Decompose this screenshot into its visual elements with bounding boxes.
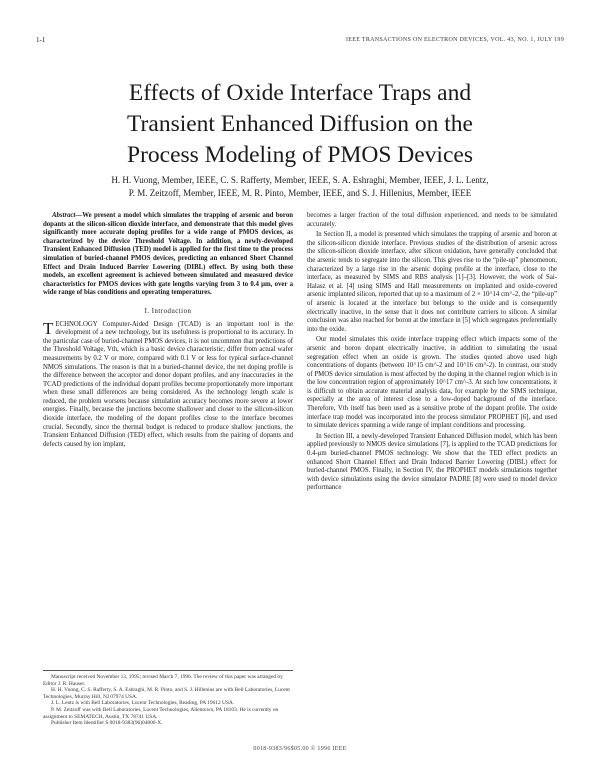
- title-line-3: Process Modeling of PMOS Devices: [127, 142, 473, 168]
- footnote-received: Manuscript received November 13, 1995; revised March 7, 1996. The review of this paper was arranged by Editor J. R. Hauser.: [43, 674, 283, 687]
- right-paragraph-1: In Section II, a model is presented which simulates the trapping of arsenic and boron at the silicon-silicon dioxide interface. Previous studies of the distribution of arsenic across the silicon-silicon dioxide interface, after silicon oxidation, have generally concluded that the arsenic tends to segregate into the silicon. This gives rise to the “pile-up” phenomenon, characterized by a large rise in the arsenic doping profile at the interface, close to the interface, as measured by SIMS and RBS analysis [1]–[3]. However, the work of Sai-Halasz et al. [4] using SIMS and Hall measurements on implanted and oxide-covered arsenic implanted silicon, reported that up to a maximum of 2 × 10^14 cm^-2, the “pile-up” of arsenic is located at the interface but belongs to the oxide and is consequently electrically inactive, in the sense that it does not contribute carriers to silicon. A similar conclusion was also reached for boron at the interface in [5] which segregates preferentially into the oxide.: [307, 231, 557, 333]
- title-line-1: Effects of Oxide Interface Traps and: [128, 80, 472, 106]
- running-head: IEEE TRANSACTIONS ON ELECTRON DEVICES, VOL. 43, NO. 1, JULY 199: [345, 37, 564, 43]
- footnote-affiliation-1: H. H. Vuong, C. S. Rafferty, S. A. Eshraghi, M. R. Pinto, and S. J. Hillenius are with Bell Laboratories, Lucent Technologies, Murray Hill, NJ 07974 USA.: [43, 687, 290, 700]
- left-column: [43, 212, 293, 451]
- right-column: [307, 212, 557, 495]
- drop-cap: T: [43, 318, 54, 338]
- title-line-2: Transient Enhanced Diffusion on the: [127, 111, 473, 137]
- paper-title: [60, 78, 540, 171]
- page-number: 1-1: [36, 36, 46, 44]
- footnotes: [43, 670, 293, 727]
- section-heading-introduction: I. Introduction: [144, 307, 192, 315]
- right-paragraph-0: becomes a larger fraction of the total diffusion experienced, and needs to be simulated accurately.: [307, 212, 557, 228]
- abstract-label: Abstract—: [52, 212, 83, 219]
- abstract: [43, 212, 293, 298]
- footnote-publisher-id: Publisher Item Identifier S 0018-9383(96)04800-X.: [51, 720, 163, 727]
- authors-line-1: H. H. Vuong, Member, IEEE, C. S. Rafferty, Member, IEEE, S. A. Eshraghi, Member, IEEE, J. L. Lentz,: [111, 175, 489, 185]
- footnote-affiliation-3: P. M. Zeitzoff was with Bell Laboratories, Lucent Technologies, Allentown, PA 18103. He is currently on assignment to SEMATECH, Austin, TX 78741 USA.: [43, 706, 279, 720]
- authors-line-2: P. M. Zeitzoff, Member, IEEE, M. R. Pinto, Member, IEEE, and S. J. Hillenius, Member, IEEE: [128, 188, 472, 198]
- intro-text: ECHNOLOGY Computer-Aided Design (TCAD) is an important tool in the development of a new technology, but its usefulness is proportional to its accuracy. In the particular case of buried-channel PMOS devices, it is not uncommon that predictions of the Threshold Voltage, Vth, which is a basic device characteristic, differ from actual wafer measurements by 0.2 V or more, compared with 0.1 V or less for typical surface-channel NMOS simulations. The reason is that in a buried-channel device, the net doping profile is the difference between the acceptor and donor dopant profiles, and any inaccuracies in the TCAD predictions of the individual dopant profiles become proportionately more important when these small differences are being considered. As the technology length scale is reduced, the problem worsens because simulation accuracy becomes more severe at lower energies. Finally, because the junctions become shallower and closer to the silicon-silicon dioxide interface, the modeling of the dopant profiles close to the interface becomes crucial. Secondly, since the thermal budget is reduced to produce shallow junctions, the Transient Enhanced Diffusion (TED) effect, which results from the pairing of dopants and defects caused by ion implant,: [43, 320, 293, 448]
- intro-paragraph-1: [43, 318, 293, 450]
- footnote-affiliation-2: J. L. Lentz is with Bell Laboratories, Lucent Technologies, Reading, PA 19612 USA.: [51, 700, 235, 707]
- copyright-code: 0018-9383/96$05.00 © 1996 IEEE: [253, 746, 347, 752]
- right-paragraph-3: In Section III, a newly-developed Transient Enhanced Diffusion model, which has been applied previously to NMOS device simulations [7], is applied to the TCAD predictions for 0.4-μm buried-channel PMOS technology. We show that the TED effect predicts an enhanced Short Channel Effect and Drain Induced Barrier Lowering (DIBL) effect for buried-channel PMOS. Finally, in Section IV, the PROPHET models simulations together with device simulations using the device simulator PADRE [8] were used to model device performance: [307, 432, 557, 492]
- author-list: [70, 174, 530, 200]
- abstract-text: We present a model which simulates the trapping of arsenic and boron dopants at the silicon-silicon dioxide interface, and demonstrate that this model gives significantly more accurate doping profiles for a wide range of PMOS devices, as characterized by the device Threshold Voltage. In addition, a newly-developed Transient Enhanced Diffusion (TED) model is applied for the first time to the process simulation of buried-channel PMOS devices, predicting an enhanced Short Channel Effect and Drain Induced Barrier Lowering (DIBL) effect. By using both these models, an excellent agreement is achieved between simulated and measured device characteristics for PMOS devices with gate lengths varying from 3 to 0.4 μm, over a wide range of bias conditions and operating temperatures.: [43, 212, 293, 297]
- right-paragraph-2: Our model simulates this oxide interface trapping effect which impacts some of the arsenic and boron dopant electrically inactive, in addition to simulating the usual segregation effect when an oxide is grown. The studies quoted above used high concentrations of dopants (between 10^15 cm^-2 and 10^16 cm^-2). In contrast, our study of PMOS device simulation is most affected by the doping in the channel region which is in the low concentration region of approximately 10^17 cm^-3. At such low concentrations, it is difficult to obtain accurate material analysis data, for example by the SIMS technique, especially at the area of interest close to a low-doped background of the interface. Therefore, Vth itself has been used as a sensitive probe of the dopant profile. The oxide interface trap model was incorporated into the process simulator PROPHET [6], and used to simulate devices spanning a wide range of implant conditions and processing.: [307, 336, 557, 430]
